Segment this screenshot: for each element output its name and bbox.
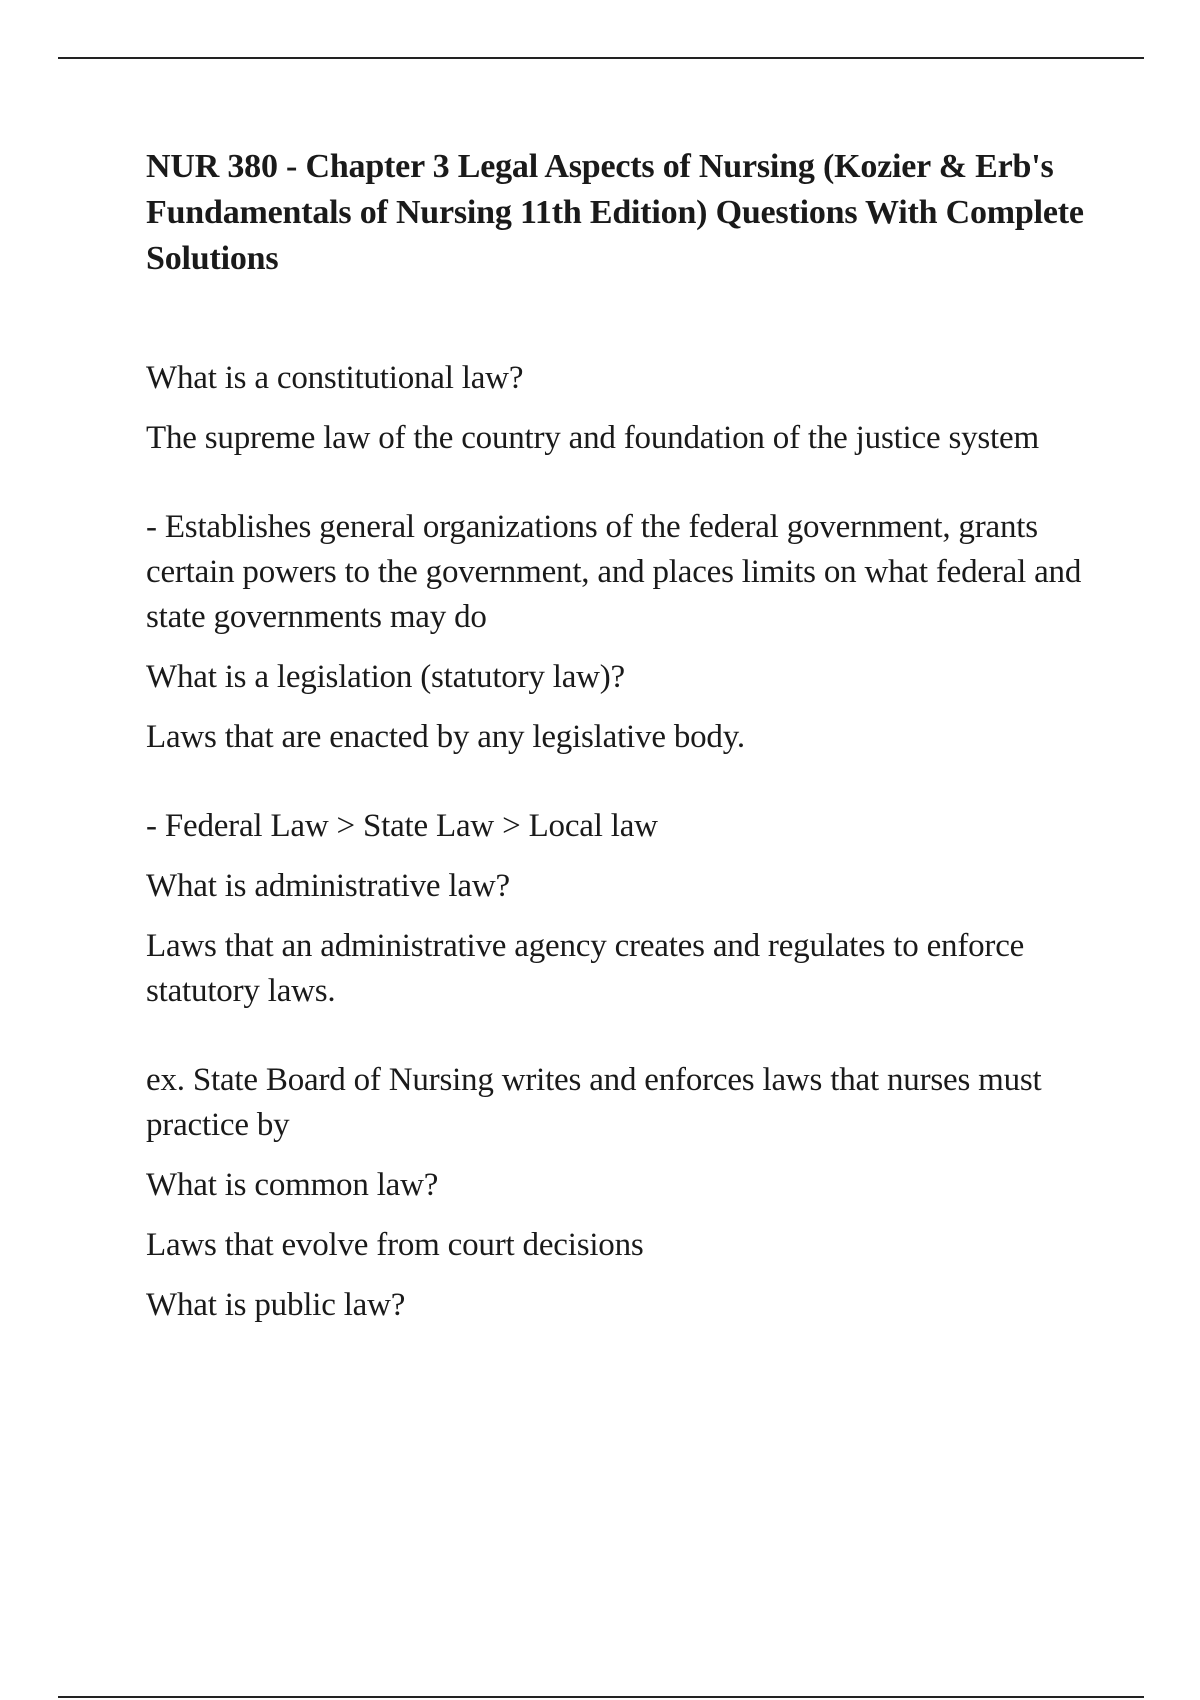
answer-text: Laws that are enacted by any legislative body.: [146, 719, 745, 755]
top-rule: [58, 57, 1144, 59]
document-title: NUR 380 - Chapter 3 Legal Aspects of Nursing (Kozier & Erb's Fundamentals of Nursing 11th Edition) Questions With Complete Solutions: [146, 148, 1084, 277]
qa-list: [146, 356, 1086, 1328]
answer-text: The supreme law of the country and foundation of the justice system: [146, 420, 1039, 456]
document-body: [146, 144, 1086, 1343]
answer-text: Laws that evolve from court decisions: [146, 1227, 644, 1263]
answer-note: ex. State Board of Nursing writes and enforces laws that nurses must practice by: [146, 1062, 1042, 1143]
answer-note: - Federal Law > State Law > Local law: [146, 808, 658, 844]
bottom-rule: [58, 1696, 1144, 1698]
question-text: What is a constitutional law?: [146, 360, 524, 396]
question-text: What is common law?: [146, 1167, 439, 1203]
answer-note: - Establishes general organizations of the federal government, grants certain powers to the government, and places limits on what federal and state governments may do: [146, 509, 1082, 635]
question-text: What is a legislation (statutory law)?: [146, 659, 626, 695]
answer-text: Laws that an administrative agency creates and regulates to enforce statutory laws.: [146, 928, 1025, 1009]
question-text: What is administrative law?: [146, 868, 510, 904]
question-text: What is public law?: [146, 1287, 406, 1323]
